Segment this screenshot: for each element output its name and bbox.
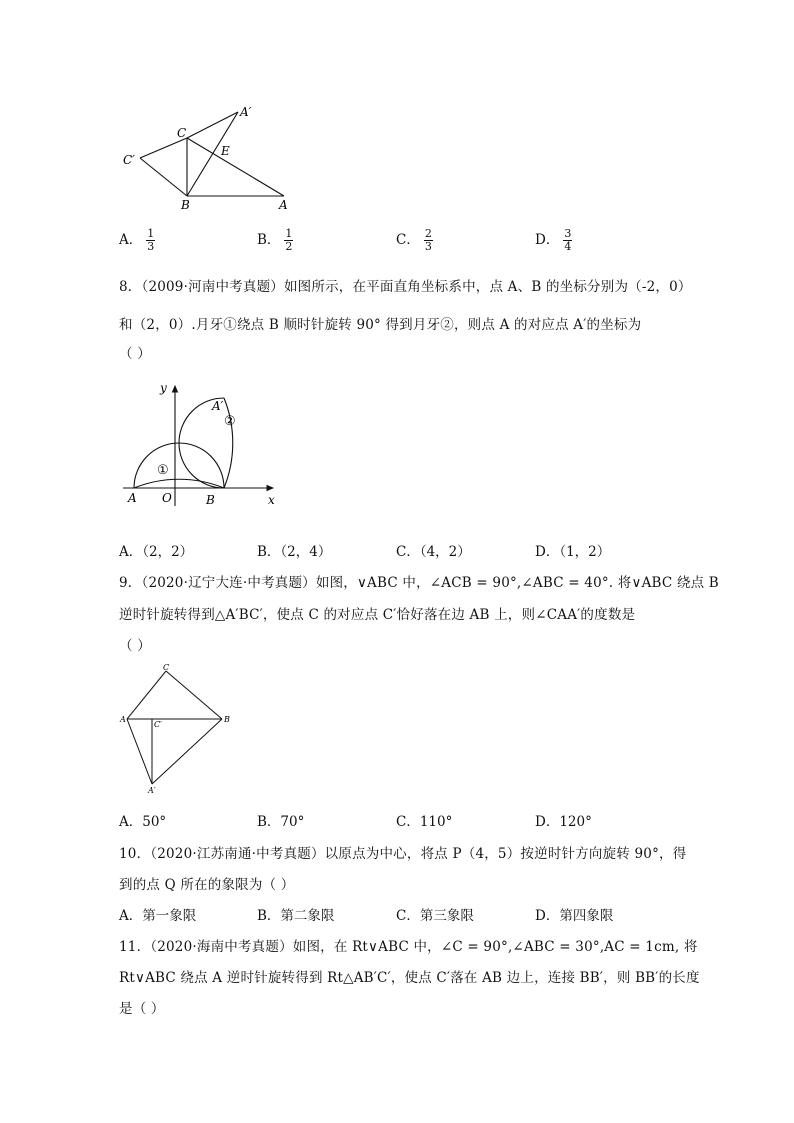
q11-stem-line1: 11．（2020·海南中考真题）如图，在 Rt∨ABC 中，∠C = 90°,∠ABC = 30°,AC = 1cm, 将 xyxy=(119,939,698,955)
q9-figure xyxy=(118,660,243,795)
q8-figure xyxy=(118,378,288,513)
q8-option-b: B．（2，4） xyxy=(257,544,332,560)
q9-stem-line3: （ ） xyxy=(119,638,151,654)
q11-stem-line2: Rt∨ABC 绕点 A 逆时针旋转得到 Rt△AB′C′，使点 C′落在 AB 边上，连接 BB′，则 BB′的长度 xyxy=(119,970,700,986)
q9-stem-line2: 逆时针旋转得到△A′BC′，使点 C 的对应点 C′恰好落在边 AB 上，则∠CAA′的度数是 xyxy=(119,607,636,623)
q9-label-c: C xyxy=(163,663,170,672)
q7-label-b: B xyxy=(181,198,190,212)
q11-stem-line3: 是（ ） xyxy=(119,1001,165,1017)
q8-label-two: ② xyxy=(224,414,236,429)
q9-option-a: A．50° xyxy=(119,814,167,830)
q9-label-a: A xyxy=(120,715,126,724)
q8-stem-line3: （ ） xyxy=(119,346,151,362)
q7-label-e: E xyxy=(221,144,230,158)
q10-option-b: B．第二象限 xyxy=(257,908,335,924)
q8-stem-line1: 8．（2009·河南中考真题）如图所示，在平面直角坐标系中，点 A、B 的坐标分别为（-2，0） xyxy=(119,279,692,295)
q7-label-a-prime: A′ xyxy=(240,105,252,119)
q9-label-c-prime: C′ xyxy=(154,720,162,729)
q10-option-a: A．第一象限 xyxy=(119,908,197,924)
q9-option-c: C．110° xyxy=(396,814,453,830)
q8-option-d: D．（1，2） xyxy=(535,544,611,560)
q8-label-y: y xyxy=(160,381,167,395)
q7-option-d: D． $\frac{3}{4}$ xyxy=(535,227,572,253)
q8-label-x: x xyxy=(268,493,275,507)
q10-option-d: D．第四象限 xyxy=(535,908,614,924)
q8-label-a: A xyxy=(128,491,137,505)
q7-label-c: C xyxy=(177,126,187,140)
q10-stem-line2: 到的点 Q 所在的象限为（ ） xyxy=(119,877,295,893)
q8-label-o: O xyxy=(162,491,172,505)
q9-option-d: D．120° xyxy=(535,814,592,830)
q10-stem-line1: 10．（2020·江苏南通·中考真题）以原点为中心，将点 P（4，5）按逆时针方向旋转 90°，得 xyxy=(119,846,687,862)
q7-option-c: C． $\frac{2}{3}$ xyxy=(396,227,432,253)
q10-option-c: C．第三象限 xyxy=(396,908,474,924)
q8-label-one: ① xyxy=(157,463,169,478)
q7-option-b: B． $\frac{1}{2}$ xyxy=(257,227,293,253)
q9-stem-line1: 9．（2020·辽宁大连·中考真题）如图，∨ABC 中，∠ACB = 90°,∠ABC = 40°. 将∨ABC 绕点 B xyxy=(119,575,719,591)
q7-label-c-prime: C′ xyxy=(123,153,135,167)
q8-stem-line2: 和（2，0）.月牙①绕点 B 顺时针旋转 90° 得到月牙②，则点 A 的对应点 A′的坐标为 xyxy=(119,317,642,333)
q7-figure xyxy=(118,100,298,220)
q9-label-a-prime: A′ xyxy=(148,786,156,795)
q7-label-a: A xyxy=(279,198,288,212)
q8-option-a: A．（2，2） xyxy=(119,544,194,560)
q7-option-a: A． $\frac{1}{3}$ xyxy=(119,227,155,253)
q9-option-b: B．70° xyxy=(257,814,305,830)
q8-label-a-prime: A′ xyxy=(212,399,224,413)
q8-label-b: B xyxy=(206,493,215,507)
q9-label-b: B xyxy=(224,715,230,724)
q8-option-c: C．（4，2） xyxy=(396,544,471,560)
